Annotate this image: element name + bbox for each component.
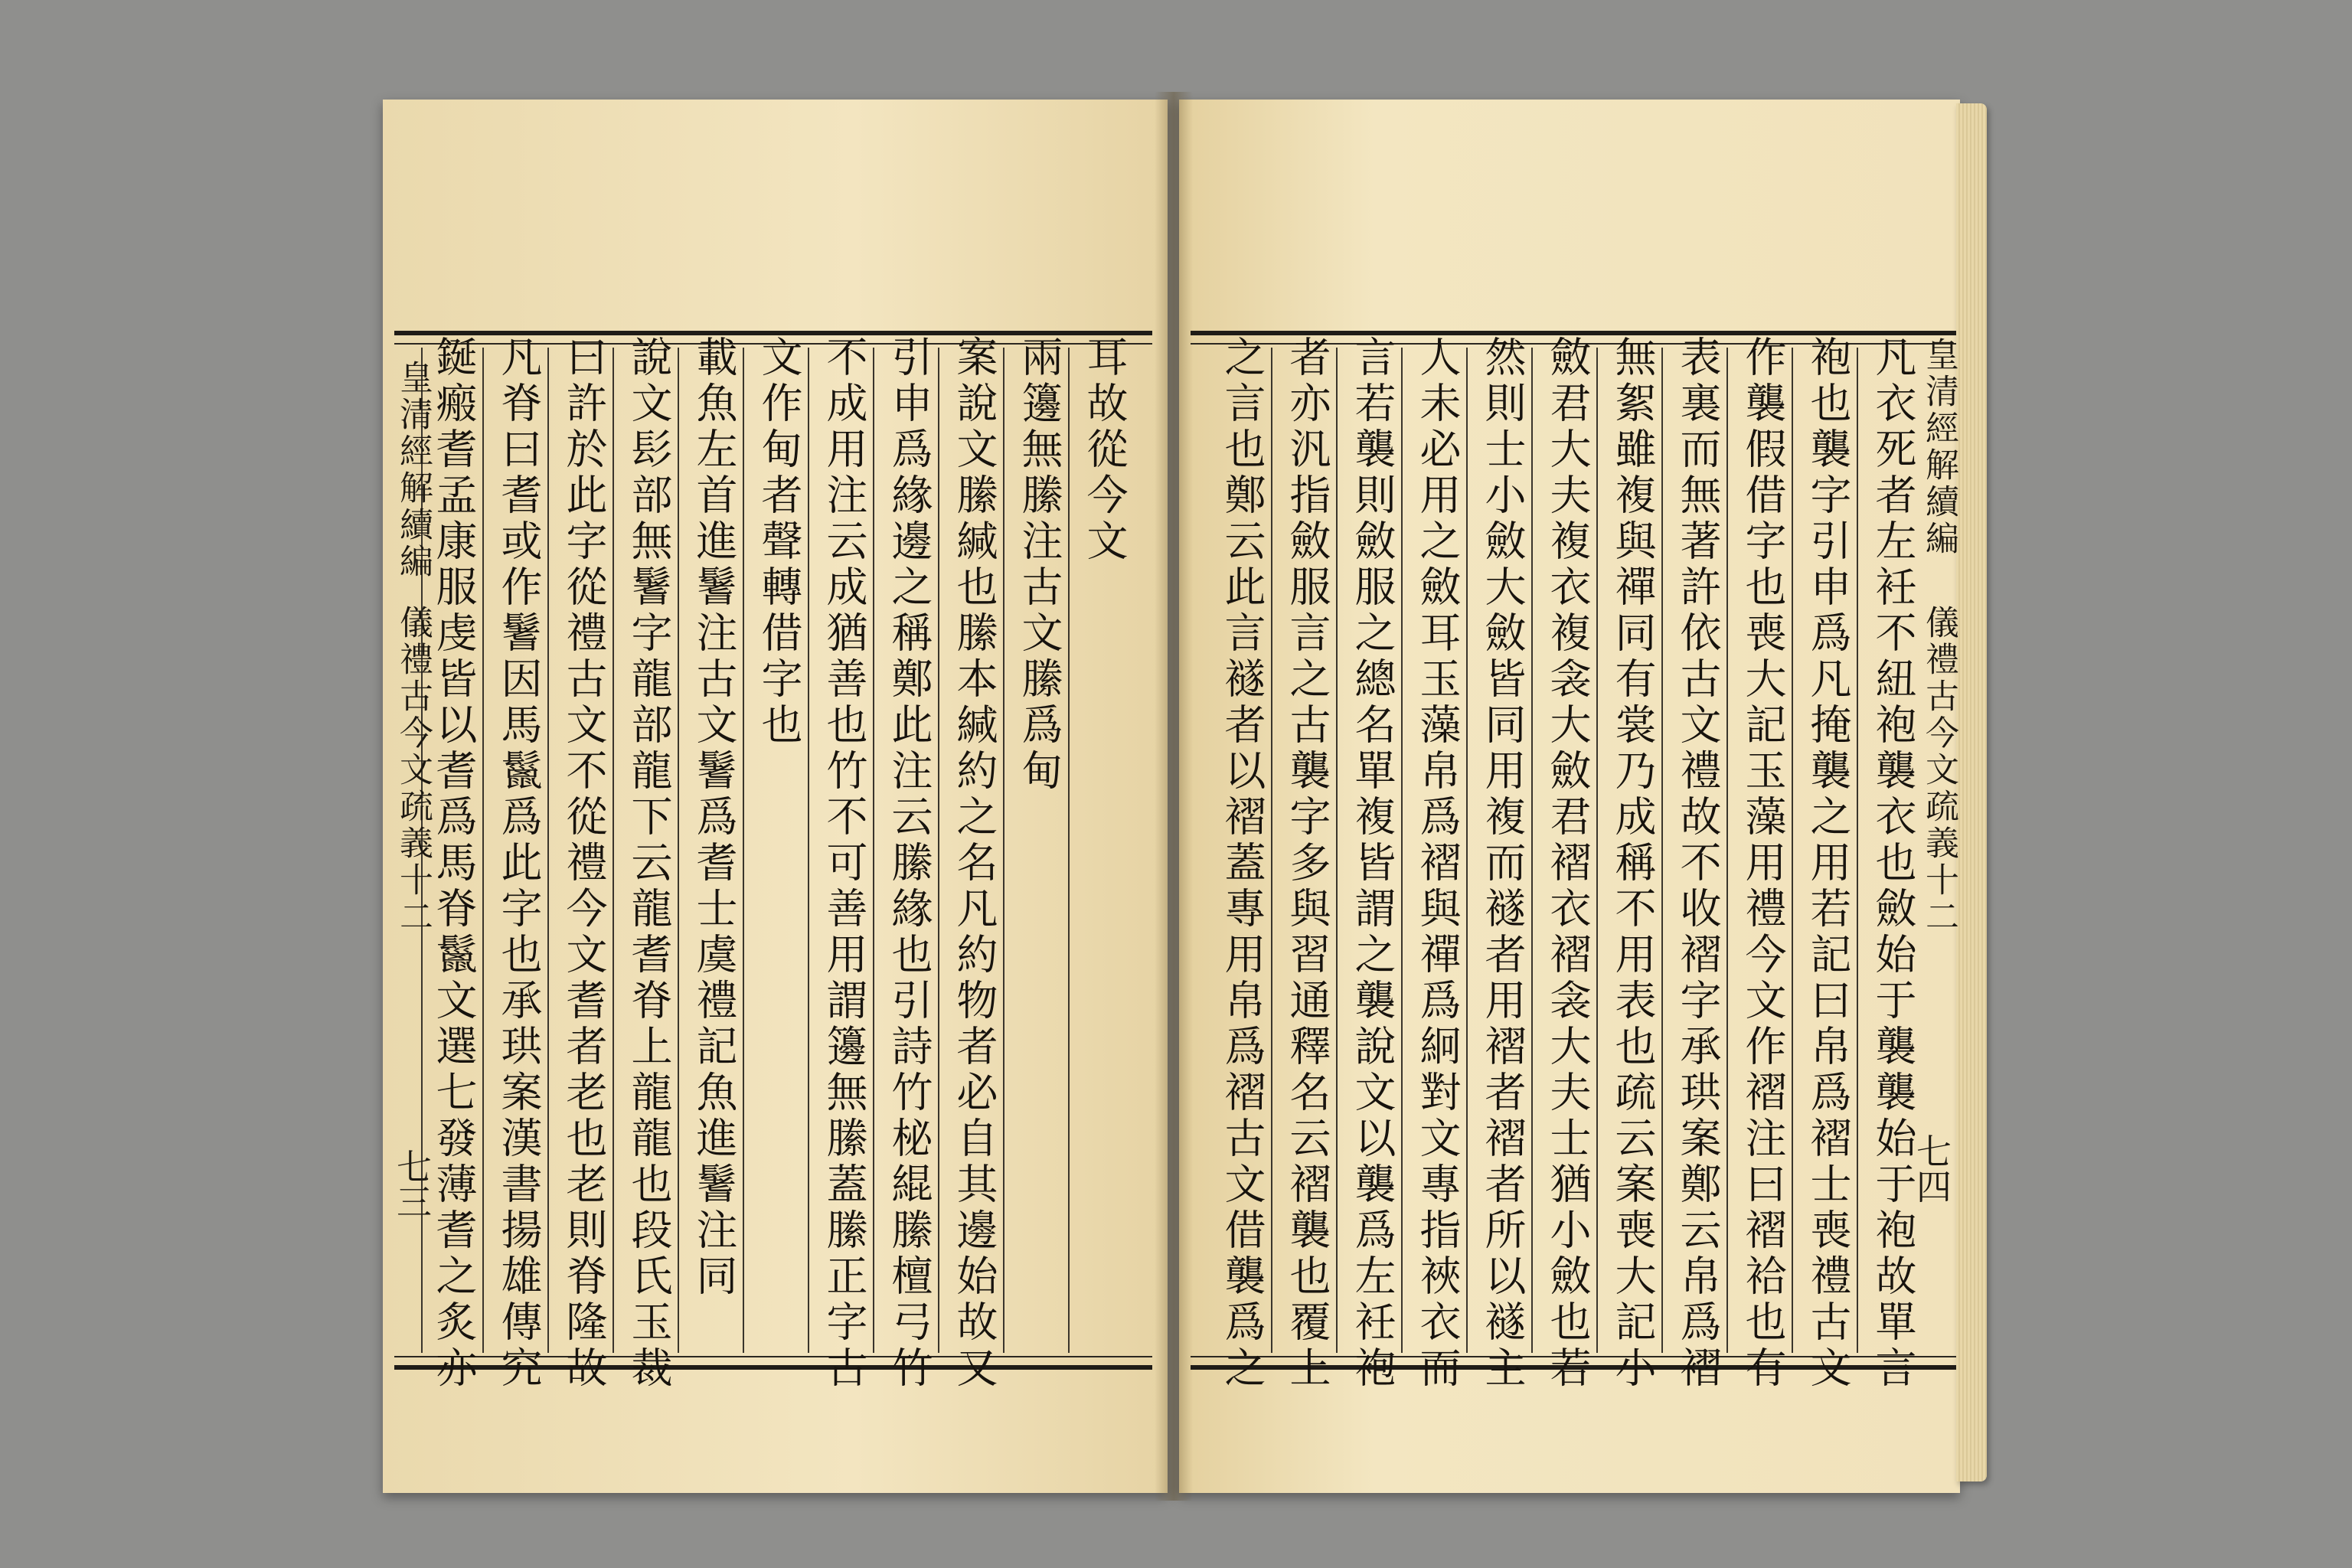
- right-text-frame: [1191, 331, 1956, 1392]
- right-folio-number: 七四: [1911, 1133, 1952, 1204]
- column-rule: [482, 348, 484, 1353]
- column-rule: [612, 348, 614, 1353]
- right-col-9: 言若襲則斂服之總名單複皆謂之襲說文以襲爲左衽袍: [1348, 335, 1396, 1392]
- column-rule: [678, 348, 679, 1353]
- column-rule: [1857, 348, 1858, 1353]
- right-col-1: 凡衣死者左衽不紐袍襲衣也斂始于襲襲始于袍故單言: [1869, 335, 1917, 1392]
- column-rule: [743, 348, 744, 1353]
- column-rule: [1596, 348, 1598, 1353]
- right-col-3: 作襲假借字也喪大記玉藻用禮今文作褶注曰褶袷也有: [1739, 335, 1787, 1392]
- left-folio-number: 七三: [391, 1148, 433, 1219]
- column-rule: [808, 348, 809, 1353]
- column-rule: [873, 348, 874, 1353]
- right-col-8: 人未必用之斂耳玉藻帛爲褶與禪爲絅對文專指裌衣而: [1413, 335, 1462, 1392]
- right-col-10: 者亦汎指斂服言之古襲字多與習通釋名云褶襲也覆上: [1283, 335, 1331, 1392]
- left-col-9: 曰許於此字從禮古文不從禮今文耆者老也老則脊隆故: [560, 335, 608, 1392]
- left-col-1: 耳故從今文: [1080, 335, 1129, 565]
- column-rule: [1003, 348, 1004, 1353]
- column-rule: [1726, 348, 1728, 1353]
- left-col-8: 說文髟部無鬐字龍部龍下云龍耆脊上龍龍也段氏玉裁: [625, 335, 673, 1392]
- column-rule: [1531, 348, 1533, 1353]
- column-rule: [1401, 348, 1403, 1353]
- column-rule: [1466, 348, 1468, 1353]
- column-rule: [1661, 348, 1663, 1353]
- column-rule: [547, 348, 549, 1353]
- column-rule: [1336, 348, 1338, 1353]
- left-col-11: 鋋瘢耆孟康服虔皆以耆爲馬脊鬣文選七發薄耆之炙亦: [430, 335, 478, 1392]
- right-col-11: 之言也鄭云此言襚者以褶蓋專用帛爲褶古文借襲爲之: [1218, 335, 1266, 1392]
- column-rule: [1068, 348, 1070, 1353]
- left-col-6: 文作甸者聲轉借字也: [755, 335, 803, 749]
- column-rule: [1271, 348, 1272, 1353]
- right-margin-subtitle: 儀禮古今文疏義十二: [1919, 605, 1958, 936]
- right-col-6: 斂君大夫複衣複衾大斂君褶衣褶衾大夫士猶小斂也若: [1544, 335, 1592, 1392]
- left-col-4: 引申爲緣邊之稱鄭此注云縢緣也引詩竹柲緄縢檀弓竹: [885, 335, 933, 1392]
- right-col-5: 無絮雖複與禪同有裳乃成稱不用表也疏云案喪大記小: [1609, 335, 1657, 1392]
- right-col-4: 表裏而無著許依古文禮故不收褶字承珙案鄭云帛爲褶: [1674, 335, 1722, 1392]
- left-col-10: 凡脊曰耆或作鬐因馬鬣爲此字也承珙案漢書揚雄傳究: [495, 335, 543, 1392]
- book-gutter: [1155, 92, 1193, 1501]
- column-rule: [938, 348, 939, 1353]
- right-col-2: 袍也襲字引申爲凡掩襲之用若記曰帛爲褶士喪禮古文: [1804, 335, 1852, 1392]
- right-col-7: 然則士小斂大斂皆同用複而襚者用褶者褶者所以襚主: [1478, 335, 1527, 1392]
- left-margin-title: 皇清經解續編: [394, 360, 433, 580]
- right-margin-title: 皇清經解續編: [1919, 337, 1958, 557]
- left-col-2: 兩籩無縢注古文縢爲甸: [1015, 335, 1063, 795]
- left-col-7: 載魚左首進鬐注古文鬐爲耆士虞禮記魚進鬐注同: [690, 335, 738, 1300]
- left-col-3: 案說文縢緘也縢本緘約之名凡約物者必自其邊始故又: [950, 335, 998, 1392]
- column-rule: [1792, 348, 1793, 1353]
- left-margin-subtitle: 儀禮古今文疏義十二: [394, 605, 433, 936]
- left-col-5: 不成用注云成猶善也竹不可善用謂籩無縢蓋縢正字古: [820, 335, 868, 1392]
- left-text-frame: [394, 331, 1152, 1392]
